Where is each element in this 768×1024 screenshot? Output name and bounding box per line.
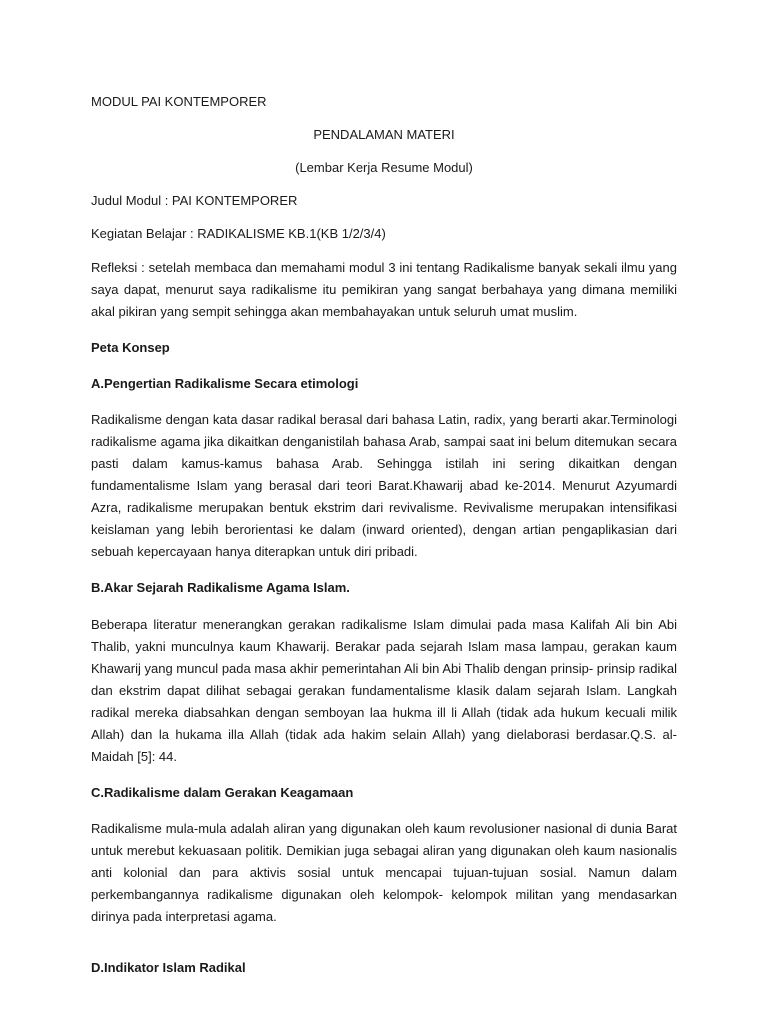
section-a-heading: A.Pengertian Radikalisme Secara etimologi (91, 375, 359, 391)
concept-map-heading: Peta Konsep (91, 340, 170, 355)
section-c-body: Radikalisme mula-mula adalah aliran yang digunakan oleh kaum revolusioner nasional di dunia Barat untuk merebut kekuasaan politik. Demikian juga sebagai aliran yang digunakan oleh kaum nasionalis anti kolonial dan para aktivis sosial untuk mencapai tujuan-tujuan sosial. Namun dalam perkembangannya radikalisme digunakan oleh kelompok- kelompok militan yang mendasarkan dirinya pada interpretasi agama. (91, 821, 677, 924)
section-d-heading: D.Indikator Islam Radikal (91, 960, 246, 975)
document-header: MODUL PAI KONTEMPORER (91, 94, 267, 109)
document-subtitle: (Lembar Kerja Resume Modul) (295, 160, 473, 175)
section-a-body: Radikalisme dengan kata dasar radikal berasal dari bahasa Latin, radix, yang berarti akar.Terminologi radikalisme agama jika dikaitkan denganistilah bahasa Arab, sampai saat ini belum ditemukan secara pasti dalam kamus-kamus bahasa Arab. Sehingga istilah ini sering dikaitkan dengan fundamentalisme Islam yang berasal dari teori Barat.Khawarij abad ke-2014. Menurut Azyumardi Azra, radikalisme merupakan bentuk ekstrim dari revivalisme. Revivalisme merupakan intensifikasi keislaman yang lebih berorientasi ke dalam (inward oriented), dengan artian pengaplikasian dari sebuah kepercayaan hanya diterapkan untuk diri pribadi. (91, 412, 677, 559)
module-title: Judul Modul : PAI KONTEMPORER (91, 193, 298, 208)
document-content (91, 92, 677, 994)
section-b-heading: B.Akar Sejarah Radikalisme Agama Islam. (91, 580, 350, 595)
section-b-body: Beberapa literatur menerangkan gerakan radikalisme Islam dimulai pada masa Kalifah Ali bin Abi Thalib, yakni munculnya kaum Khawarij. Berakar pada sejarah Islam masa lampau, gerakan kaum Khawarij yang muncul pada masa akhir pemerintahan Ali bin Abi Thalib dengan prinsip- prinsip radikal dan ekstrim dapat dilihat sebagai gerakan fundamentalisme klasik dalam sejarah Islam. Langkah radikal mereka diabsahkan dengan semboyan laa hukma ill li Allah (tidak ada hukum kecuali milik Allah) dan la hukama illa Allah (tidak ada hakim selain Allah) yang dielaborasi berdasar.Q.S. al-Maidah [5]: 44. (91, 616, 677, 764)
document-title: PENDALAMAN MATERI (313, 127, 455, 142)
section-c-heading: C.Radikalisme dalam Gerakan Keagamaan (91, 784, 354, 800)
learning-activity: Kegiatan Belajar : RADIKALISME KB.1(KB 1/2/3/4) (91, 226, 386, 241)
reflection-paragraph: Refleksi : setelah membaca dan memahami modul 3 ini tentang Radikalisme banyak sekali ilmu yang saya dapat, menurut saya radikalisme itu pemikiran yang sangat berbahaya yang dimana memiliki akal pikiran yang sempit sehingga akan membahayakan untuk seluruh umat muslim. (91, 260, 677, 319)
